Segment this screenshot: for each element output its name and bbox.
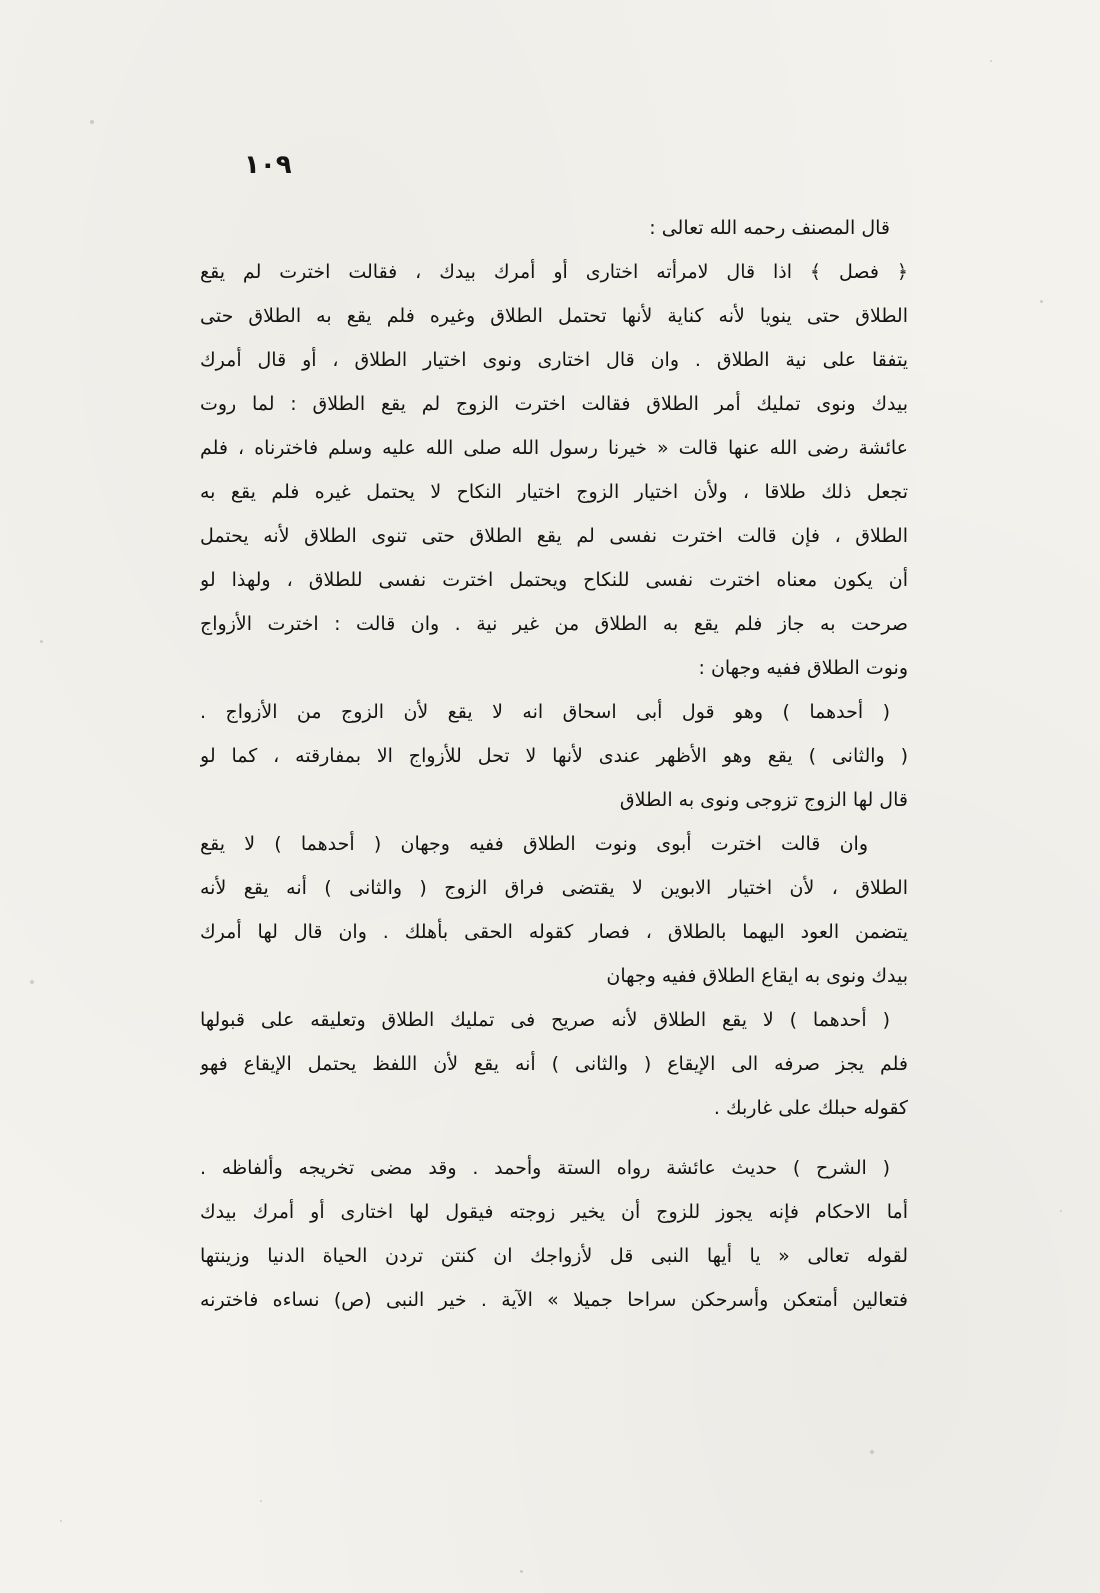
text-line: ( الشرح ) حديث عائشة رواه الستة وأحمد . وقد مضى تخريجه وألفاظه . xyxy=(200,1157,890,1179)
text-line: الطلاق ، فإن قالت اخترت نفسى لم يقع الطلاق حتى تنوى الطلاق لأنه يحتمل xyxy=(200,525,908,547)
text-line: قال لها الزوج تزوجى ونوى به الطلاق xyxy=(619,789,908,811)
text-line: يتضمن العود اليهما بالطلاق ، فصار كقوله الحقى بأهلك . وان قال لها أمرك xyxy=(200,921,908,943)
text-line: ( أحدهما ) لا يقع الطلاق لأنه صريح فى تمليك الطلاق وتعليقه على قبولها xyxy=(200,1009,890,1031)
scan-speck xyxy=(30,980,34,984)
text-line: الطلاق ، لأن اختيار الابوين لا يقتضى فراق الزوج ( والثانى ) أنه يقع لأنه xyxy=(200,877,908,899)
text-line: بيدك ونوى تمليك أمر الطلاق فقالت اخترت الزوج لم يقع الطلاق : لما روت xyxy=(200,393,908,415)
text-line: فتعالين أمتعكن وأسرحكن سراحا جميلا » الآية . خير النبى (ص) نساءه فاخترنه xyxy=(200,1289,908,1311)
scan-speck xyxy=(520,1570,523,1573)
text-line: بيدك ونوى به ايقاع الطلاق ففيه وجهان xyxy=(606,965,908,987)
scan-speck xyxy=(90,120,94,124)
body-text xyxy=(200,206,908,1322)
text-line: يتفقا على نية الطلاق . وان قال اختارى ونوى اختيار الطلاق ، أو قال أمرك xyxy=(200,349,908,371)
section-gap xyxy=(200,1130,908,1146)
scan-speck xyxy=(260,1500,262,1502)
text-line: أما الاحكام فإنه يجوز للزوج أن يخير زوجته فيقول لها اختارى أو أمرك بيدك xyxy=(200,1201,908,1223)
text-line: وان قالت اخترت أبوى ونوت الطلاق ففيه وجهان ( أحدهما ) لا يقع xyxy=(200,833,868,855)
text-line: تجعل ذلك طلاقا ، ولأن اختيار الزوج اختيار النكاح لا يحتمل غيره فلم يقع به xyxy=(200,481,908,503)
text-line: فلم يجز صرفه الى الإيقاع ( والثانى ) أنه يقع لأن اللفظ يحتمل الإيقاع فهو xyxy=(200,1053,908,1075)
text-line: عائشة رضى الله عنها قالت « خيرنا رسول الله صلى الله عليه وسلم فاخترناه ، فلم xyxy=(200,437,908,459)
text-line: كقوله حبلك على غاربك . xyxy=(713,1097,908,1119)
page-number: ١٠٩ xyxy=(244,150,292,180)
text-line: ( والثانى ) يقع وهو الأظهر عندى لأنها لا تحل للأزواج الا بمفارقته ، كما لو xyxy=(200,745,908,767)
scan-speck xyxy=(60,1520,62,1522)
text-line: أن يكون معناه اخترت نفسى للنكاح ويحتمل اخترت نفسى للطلاق ، ولهذا لو xyxy=(200,569,908,591)
text-line: ( أحدهما ) وهو قول أبى اسحاق انه لا يقع لأن الزوج من الأزواج . xyxy=(200,701,890,723)
text-line: صرحت به جاز فلم يقع به الطلاق من غير نية . وان قالت : اخترت الأزواج xyxy=(200,613,908,635)
scan-speck xyxy=(40,640,43,643)
scan-speck xyxy=(990,60,992,62)
scan-speck xyxy=(1060,1210,1062,1212)
text-line: قال المصنف رحمه الله تعالى : xyxy=(649,217,890,239)
scan-speck xyxy=(870,1450,874,1454)
text-line: الطلاق حتى ينويا لأنه كناية لأنها تحتمل الطلاق وغيره فلم يقع به الطلاق حتى xyxy=(200,305,908,327)
text-line: لقوله تعالى « يا أيها النبى قل لأزواجك ان كنتن تردن الحياة الدنيا وزينتها xyxy=(200,1245,908,1267)
scan-speck xyxy=(1040,300,1043,303)
text-line: ونوت الطلاق ففيه وجهان : xyxy=(698,657,908,679)
text-line: ﴿ فصل ﴾ اذا قال لامرأته اختارى أو أمرك بيدك ، فقالت اخترت لم يقع xyxy=(200,261,908,283)
